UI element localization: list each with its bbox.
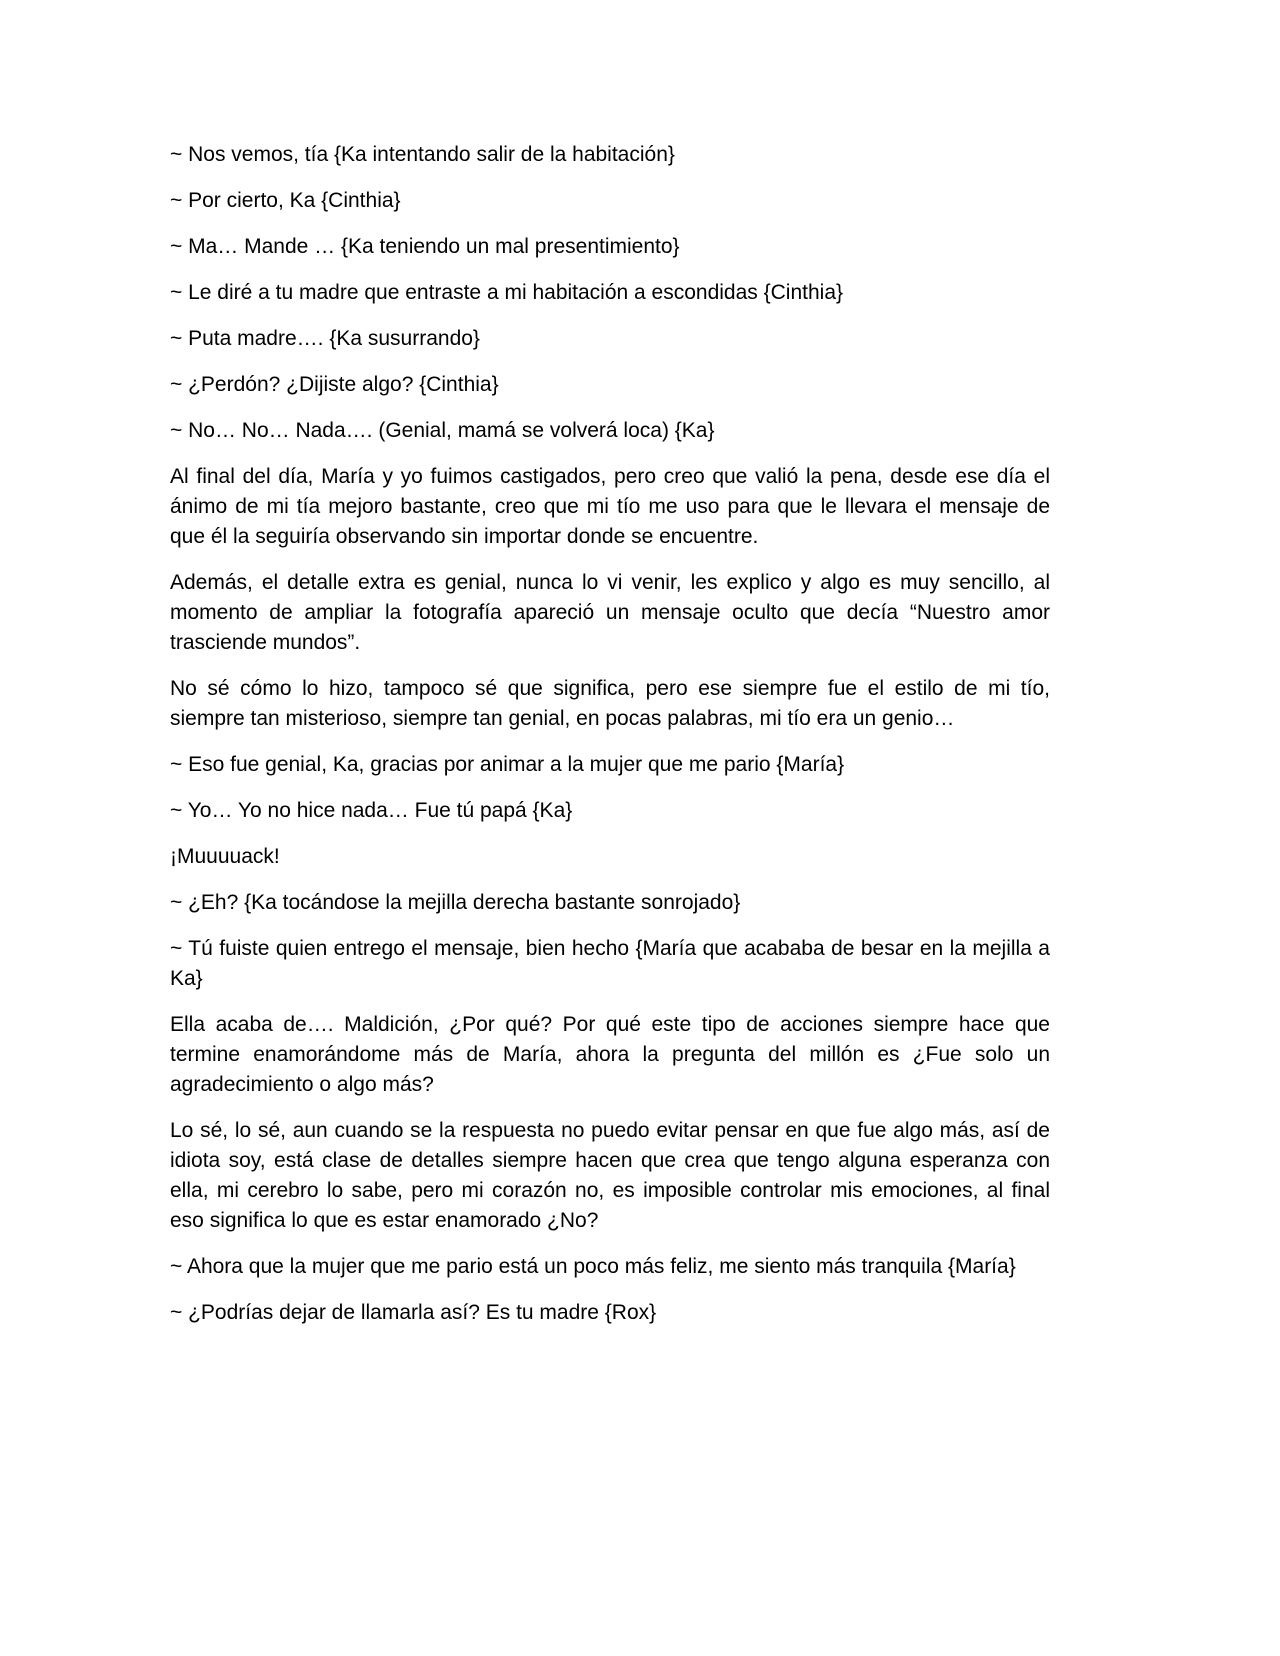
dialogue-line: ~ No… No… Nada…. (Genial, mamá se volverá loca) {Ka} — [170, 419, 715, 442]
document-content — [170, 140, 1056, 1328]
dialogue-line: ~ ¿Eh? {Ka tocándose la mejilla derecha bastante sonrojado} — [170, 891, 741, 914]
narrative-paragraph: Lo sé, lo sé, aun cuando se la respuesta no puedo evitar pensar en que fue algo más, así de idiota soy, está clase de detalles siempre hacen que crea que tengo alguna esperanza con ella, mi cerebro lo sabe, pero mi corazón no, es imposible controlar mis emociones, al final eso significa lo que es estar enamorado ¿No? — [170, 1119, 1056, 1232]
narrative-paragraph: Además, el detalle extra es genial, nunca lo vi venir, les explico y algo es muy sencillo, al momento de ampliar la fotografía apareció un mensaje oculto que decía “Nuestro amor trasciende mundos”. — [170, 571, 1056, 654]
dialogue-line: ~ Por cierto, Ka {Cinthia} — [170, 189, 401, 212]
narrative-paragraph: Al final del día, María y yo fuimos castigados, pero creo que valió la pena, desde ese día el ánimo de mi tía mejoro bastante, creo que mi tío me uso para que le llevara el mensaje de que él la seguiría observando sin importar donde se encuentre. — [170, 465, 1056, 548]
dialogue-line: ~ ¿Perdón? ¿Dijiste algo? {Cinthia} — [170, 373, 499, 396]
narrative-paragraph: Ella acaba de…. Maldición, ¿Por qué? Por qué este tipo de acciones siempre hace que termine enamorándome más de María, ahora la pregunta del millón es ¿Fue solo un agradecimiento o algo más? — [170, 1013, 1056, 1096]
dialogue-line: ~ Nos vemos, tía {Ka intentando salir de la habitación} — [170, 143, 675, 166]
dialogue-line: ~ Le diré a tu madre que entraste a mi habitación a escondidas {Cinthia} — [170, 281, 844, 304]
dialogue-line: ~ Tú fuiste quien entrego el mensaje, bien hecho {María que acababa de besar en la mejilla a Ka} — [170, 937, 1056, 990]
dialogue-line: ~ ¿Podrías dejar de llamarla así? Es tu madre {Rox} — [170, 1301, 657, 1324]
dialogue-line: ~ Eso fue genial, Ka, gracias por animar a la mujer que me pario {María} — [170, 753, 845, 776]
dialogue-line: ~ Ahora que la mujer que me pario está un poco más feliz, me siento más tranquila {María} — [170, 1255, 1016, 1278]
narrative-paragraph: No sé cómo lo hizo, tampoco sé que significa, pero ese siempre fue el estilo de mi tío, siempre tan misterioso, siempre tan genial, en pocas palabras, mi tío era un genio… — [170, 677, 1056, 730]
dialogue-line: ¡Muuuuack! — [170, 845, 280, 868]
dialogue-line: ~ Puta madre…. {Ka susurrando} — [170, 327, 480, 350]
dialogue-line: ~ Ma… Mande … {Ka teniendo un mal presentimiento} — [170, 235, 680, 258]
dialogue-line: ~ Yo… Yo no hice nada… Fue tú papá {Ka} — [170, 799, 573, 822]
